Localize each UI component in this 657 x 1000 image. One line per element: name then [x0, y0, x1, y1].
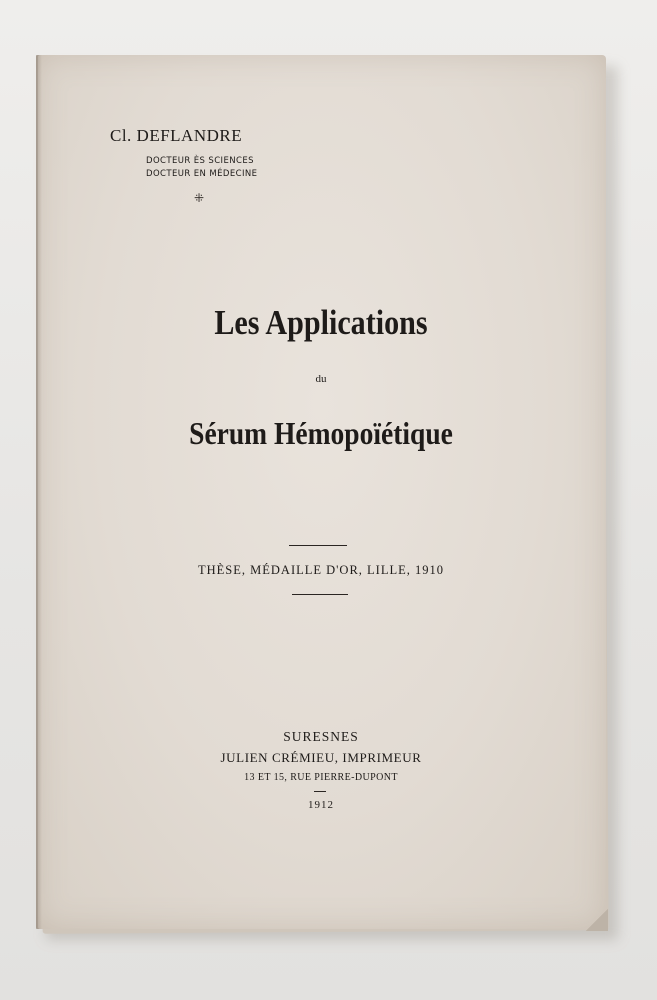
- title-line-1: Les Applications: [214, 303, 428, 342]
- divider-top: [289, 545, 347, 546]
- publisher-name: JULIEN CRÉMIEU, IMPRIMEUR: [220, 750, 422, 765]
- title-connector: du: [315, 373, 327, 385]
- divider-year: [314, 791, 326, 792]
- title-line-2: Sérum Hémopoïétique: [189, 415, 453, 451]
- thesis-note: THÈSE, MÉDAILLE D'OR, LILLE, 1910: [198, 563, 444, 577]
- ornament-icon: ⁜: [194, 191, 205, 205]
- author-degree-sciences: DOCTEUR ÈS SCIENCES: [146, 156, 254, 166]
- publication-year: 1912: [308, 799, 334, 811]
- divider-bottom: [292, 594, 348, 595]
- publisher-address: 13 ET 15, RUE PIERRE-DUPONT: [244, 772, 398, 783]
- publisher-city: SURESNES: [283, 729, 359, 744]
- author-name: Cl. DEFLANDRE: [110, 126, 243, 145]
- cover-text-block: [36, 55, 606, 929]
- worn-corner: [586, 909, 608, 931]
- author-degree-medicine: DOCTEUR EN MÉDECINE: [146, 169, 258, 179]
- booklet-cover: [36, 55, 606, 929]
